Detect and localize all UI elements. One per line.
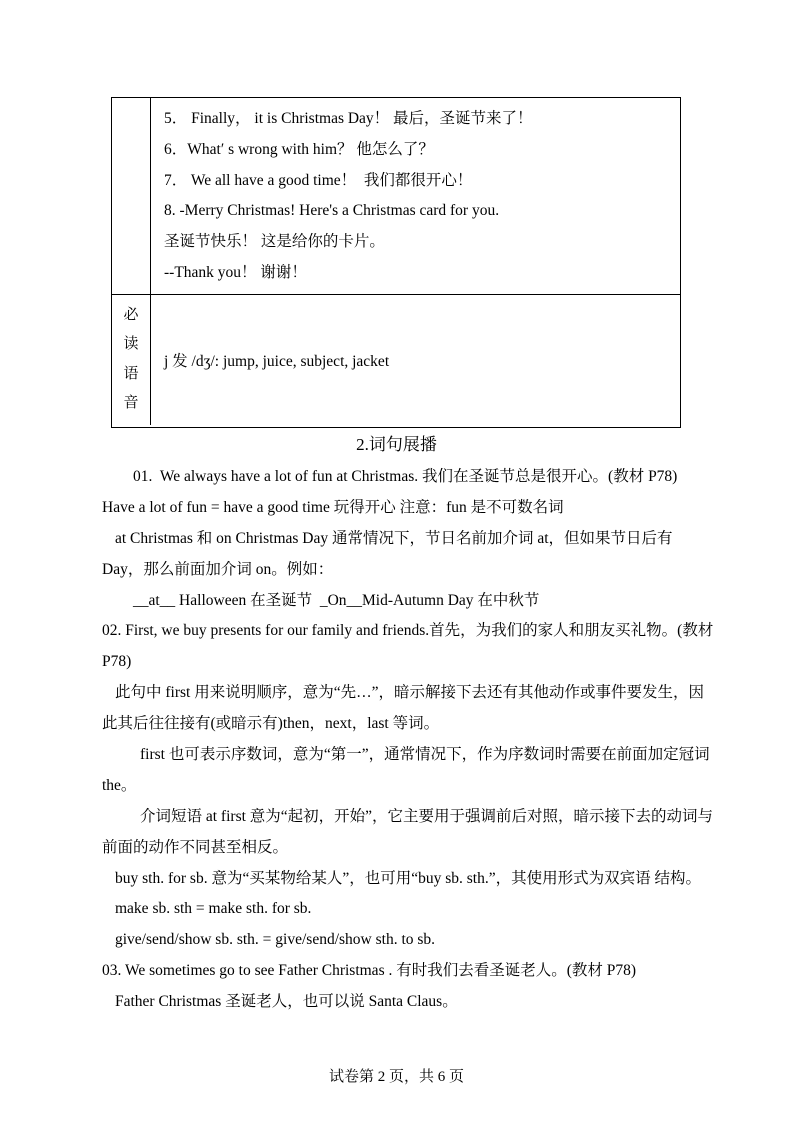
body-line: 02. First, we buy presents for our family and friends.首先，为我们的家人和朋友买礼物。(教材 xyxy=(102,622,714,640)
page-footer: 试卷第 2 页，共 6 页 xyxy=(328,1069,464,1085)
sentence-line: 7． We all have a good time！ 我们都很开心！ xyxy=(164,171,473,189)
body-line: 此其后往往接有(或暗示有)then，next，last 等词。 xyxy=(102,715,440,733)
body-text xyxy=(102,462,714,1018)
phonics-label-char: 读 xyxy=(123,336,139,353)
sentence-line: 6．What′ s wrong with him？ 他怎么了？ xyxy=(164,140,434,158)
body-line: P78) xyxy=(102,653,132,671)
body-line: 03. We sometimes go to see Father Christmas . 有时我们去看圣诞老人。(教材 P78) xyxy=(102,962,637,980)
content-table xyxy=(111,97,681,428)
sentence-line: 圣诞节快乐！ 这是给你的卡片。 xyxy=(164,233,385,251)
phonics-label-char: 音 xyxy=(123,395,139,412)
sentence-row-content-cell xyxy=(151,98,680,294)
phonics-content: j 发 /dʒ/: jump, juice, subject, jacket xyxy=(164,352,390,370)
phonics-content-cell xyxy=(151,295,680,425)
body-line: Have a lot of fun = have a good time 玩得开心 注意：fun 是不可数名词 xyxy=(102,498,564,516)
body-line: 此句中 first 用来说明顺序，意为“先…”，暗示解接下去还有其他动作或事件要发生，因 xyxy=(115,684,704,702)
body-line: the。 xyxy=(102,776,137,794)
body-line: buy sth. for sb. 意为“买某物给某人”，也可用“buy sb. sth.”，其使用形式为双宾语 结构。 xyxy=(115,869,701,887)
sentence-line: 5． Finally， it is Christmas Day！ 最后，圣诞节来了！ xyxy=(164,110,533,127)
body-line: make sb. sth = make sth. for sb. xyxy=(115,900,312,918)
sentence-line: --Thank you！ 谢谢！ xyxy=(164,263,307,281)
phonics-label xyxy=(112,295,151,425)
sentence-line: 8. -Merry Christmas! Here's a Christmas card for you. xyxy=(164,202,500,220)
body-line: Father Christmas 圣诞老人，也可以说 Santa Claus。 xyxy=(115,993,458,1011)
table-row-phonics xyxy=(112,295,680,425)
body-line: at Christmas 和 on Christmas Day 通常情况下，节日名前加介词 at，但如果节日后有 xyxy=(115,529,673,547)
body-line: give/send/show sb. sth. = give/send/show sth. to sb. xyxy=(115,931,436,949)
sentence-row-label-cell xyxy=(112,98,151,294)
body-line: first 也可表示序数词，意为“第一”，通常情况下，作为序数词时需要在前面加定冠词 xyxy=(140,746,710,764)
body-line: __at__ Halloween 在圣诞节 _On__Mid-Autumn Day 在中秋节 xyxy=(133,591,540,609)
body-line: 介词短语 at first 意为“起初，开始”，它主要用于强调前后对照，暗示接下去的动词与 xyxy=(140,807,714,825)
body-line: 前面的动作不同甚至相反。 xyxy=(102,838,289,856)
phonics-label-char: 必 xyxy=(123,307,139,324)
table-row-sentences xyxy=(112,98,680,295)
section-heading: 2.词句展播 xyxy=(356,435,437,454)
body-line: 01. We always have a lot of fun at Christmas. 我们在圣诞节总是很开心。(教材 P78) xyxy=(133,468,678,485)
body-line: Day，那么前面加介词 on。例如： xyxy=(102,560,334,578)
phonics-label-char: 语 xyxy=(123,365,139,382)
